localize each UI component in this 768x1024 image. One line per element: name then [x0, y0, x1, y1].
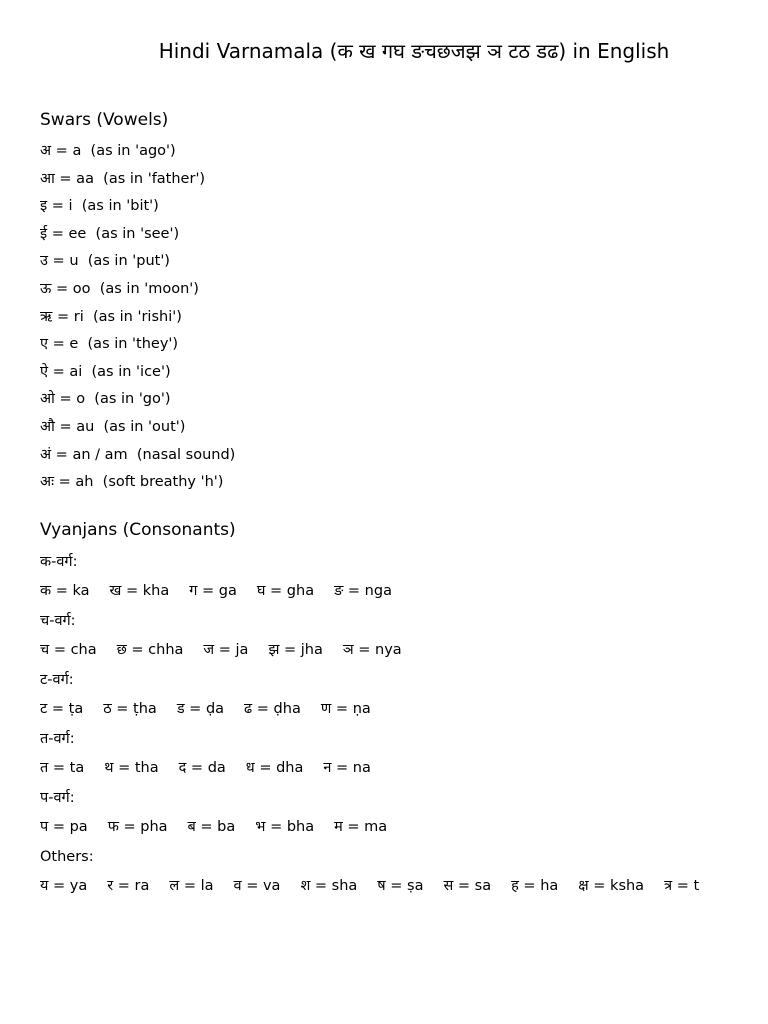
consonant-pair: ण = ṇa: [320, 701, 371, 717]
consonant-pair: छ = chha: [116, 642, 184, 658]
consonant-pair: घ = gha: [256, 583, 315, 599]
consonant-pair: त = ta: [40, 760, 85, 776]
consonant-pair: ब = ba: [187, 819, 236, 835]
vowel-item: ऐ = ai (as in 'ice'): [40, 363, 171, 380]
consonant-row: [40, 812, 768, 843]
vowels-heading: Swars (Vowels): [40, 110, 169, 130]
consonant-pair: फ = pha: [107, 819, 168, 835]
consonant-pair: ङ = nga: [334, 583, 392, 599]
vowel-item: औ = au (as in 'out'): [40, 418, 186, 435]
page-title: Hindi Varnamala (क ख गघ ङचछजझ ञ टठ डढ) in English: [158, 39, 670, 63]
group-label: ट-वर्ग:: [40, 672, 74, 688]
consonant-pair: त्र = t: [664, 878, 700, 894]
consonant-pair: द = da: [178, 760, 226, 776]
vowels-section: [40, 108, 768, 497]
vowel-item: ई = ee (as in 'see'): [40, 225, 180, 242]
consonant-group-tta: [40, 666, 768, 725]
group-label: क-वर्ग:: [40, 554, 78, 570]
consonant-pair: प = pa: [40, 819, 88, 835]
consonant-pair: ञ = nya: [342, 642, 402, 658]
consonant-pair: ज = ja: [203, 642, 249, 658]
consonants-section: [40, 518, 768, 902]
group-label: च-वर्ग:: [40, 613, 76, 629]
consonant-group-ka: [40, 548, 768, 607]
vowel-item: उ = u (as in 'put'): [40, 253, 170, 270]
consonant-pair: ट = ṭa: [40, 701, 84, 717]
consonant-pair: थ = tha: [104, 760, 159, 776]
vowel-item: अ = a (as in 'ago'): [40, 143, 176, 159]
consonants-heading: Vyanjans (Consonants): [40, 520, 236, 540]
group-label: Others:: [40, 849, 94, 865]
consonant-pair: न = na: [323, 760, 371, 776]
consonant-row: [40, 576, 768, 607]
consonant-pair: ख = kha: [109, 583, 170, 599]
consonant-pair: ग = ga: [189, 583, 237, 599]
consonant-pair: ल = la: [169, 878, 214, 894]
group-label: प-वर्ग:: [40, 790, 75, 806]
consonant-pair: ष = ṣa: [377, 878, 424, 894]
consonant-row: [40, 753, 768, 784]
consonant-pair: क = ka: [40, 583, 90, 599]
vowel-item: आ = aa (as in 'father'): [40, 170, 206, 187]
consonant-pair: म = ma: [334, 819, 388, 835]
consonant-pair: य = ya: [40, 878, 88, 894]
consonant-pair: क्ष = ksha: [578, 878, 645, 894]
consonant-pair: ह = ha: [511, 878, 559, 894]
vowel-item: ऋ = ri (as in 'rishi'): [40, 308, 182, 325]
consonant-pair: ध = dha: [245, 760, 304, 776]
vowel-item: अं = an / am (nasal sound): [40, 446, 236, 463]
consonant-pair: ड = ḍa: [176, 701, 225, 717]
vowel-list: [40, 138, 768, 497]
vowel-item: ओ = o (as in 'go'): [40, 391, 171, 408]
consonant-pair: श = sha: [300, 878, 358, 894]
consonant-group-others: [40, 843, 768, 902]
consonant-pair: ढ = ḍha: [244, 701, 301, 717]
consonant-group-pa: [40, 784, 768, 843]
consonant-row: [40, 694, 768, 725]
vowel-item: ऊ = oo (as in 'moon'): [40, 280, 199, 297]
group-label: त-वर्ग:: [40, 731, 75, 747]
consonant-pair: व = va: [233, 878, 281, 894]
consonant-row: [40, 871, 768, 902]
consonant-row: [40, 635, 768, 666]
consonant-pair: भ = bha: [255, 819, 315, 835]
vowel-item: इ = i (as in 'bit'): [40, 198, 159, 215]
consonant-pair: र = ra: [107, 878, 150, 894]
consonant-pair: च = cha: [40, 642, 97, 658]
vowel-item: ए = e (as in 'they'): [40, 336, 179, 353]
consonant-group-cha: [40, 607, 768, 666]
consonant-pair: झ = jha: [268, 642, 323, 658]
consonant-group-ta: [40, 725, 768, 784]
consonant-pair: ठ = ṭha: [103, 701, 157, 717]
vowel-item: अः = ah (soft breathy 'h'): [40, 474, 224, 491]
consonant-pair: स = sa: [443, 878, 492, 894]
